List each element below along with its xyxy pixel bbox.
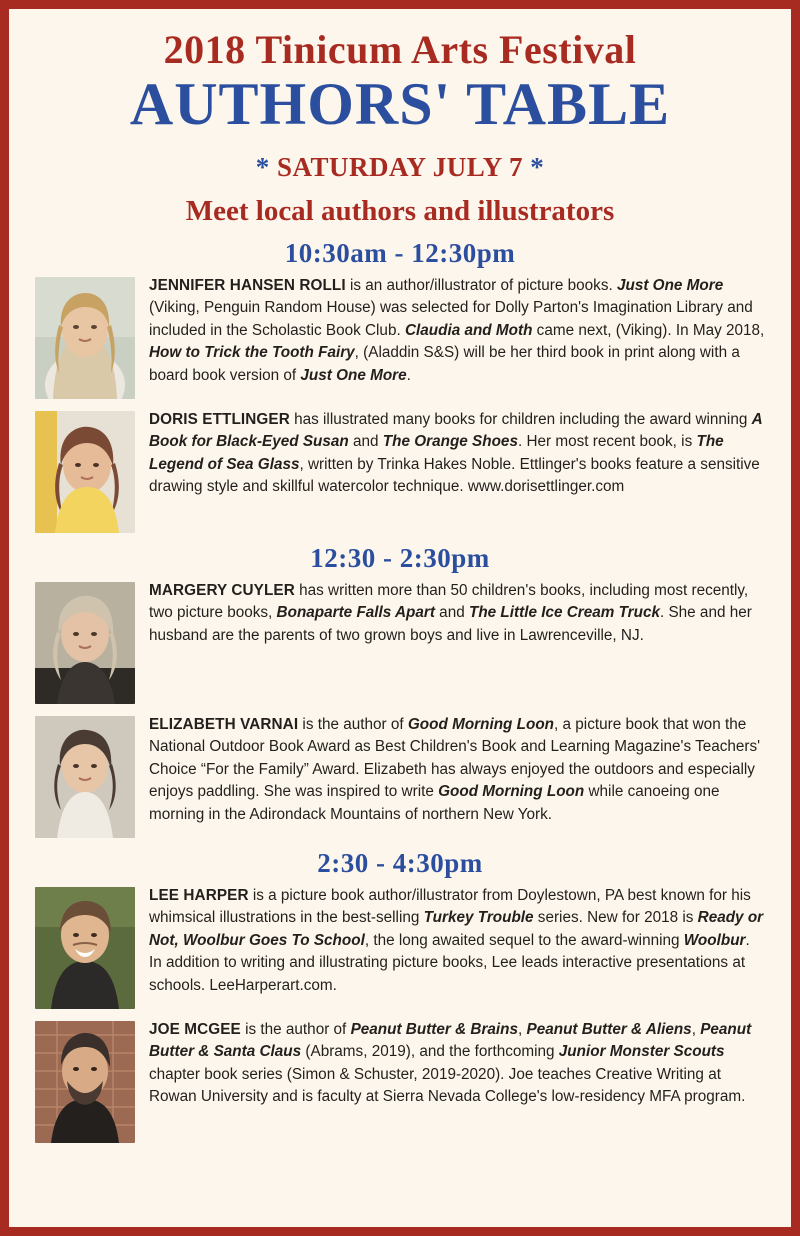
portrait-elizabeth-varnai: [35, 716, 135, 838]
event-date-text: SATURDAY JULY 7: [276, 152, 524, 182]
page-subtitle: Meet local authors and illustrators: [185, 195, 615, 227]
session-time-2: 12:30 - 2:30pm: [310, 543, 490, 573]
author-entry: [35, 409, 765, 533]
portrait-joe-mcgee: [35, 1021, 135, 1143]
author-bio: LEE HARPER is a picture book author/illustrator from Doylestown, PA best known for his whimsical illustrations in the best-selling Turkey Trouble series. New for 2018 is Ready or Not, Woolbur Goes To School, the long awaited sequel to the award-winning Woolbur. In addition to writing and illustrating picture books, Lee leads interactive presentations at schools. LeeHarperart.com.: [149, 887, 764, 994]
page-title-line1: 2018 Tinicum Arts Festival: [163, 27, 637, 72]
author-entry: [35, 275, 765, 399]
author-entry: [35, 580, 765, 704]
session-time-1: 10:30am - 12:30pm: [284, 238, 516, 268]
author-bio: JENNIFER HANSEN ROLLI is an author/illustrator of picture books. Just One More (Viking, Penguin Random House) was selected for Dolly Parton's Imagination Library and included in the Scholastic Book Club. Claudia and Moth came next, (Viking). In May 2018, How to Trick the Tooth Fairy, (Aladdin S&S) will be her third book in print along with a board book version of Just One More.: [149, 277, 765, 384]
author-bio: MARGERY CUYLER has written more than 50 children's books, including most recently, two picture books, Bonaparte Falls Apart and The Little Ice Cream Truck. She and her husband are the parents of two grown boys and live in Lawrenceville, NJ.: [149, 582, 752, 644]
author-bio: DORIS ETTLINGER has illustrated many books for children including the award winning A Book for Black-Eyed Susan and The Orange Shoes. Her most recent book, is The Legend of Sea Glass, written by Trinka Hakes Noble. Ettlinger's books feature a sensitive drawing style and skillful watercolor technique. www.dorisettlinger.com: [149, 411, 763, 496]
page-title-line2: AUTHORS' TABLE: [129, 71, 671, 137]
star-right-icon: *: [530, 152, 545, 182]
author-entry: [35, 1019, 765, 1143]
author-bio: JOE MCGEE is the author of Peanut Butter & Brains, Peanut Butter & Aliens, Peanut Butter & Santa Claus (Abrams, 2019), and the forthcoming Junior Monster Scouts chapter book series (Simon & Schuster, 2019-2020). Joe teaches Creative Writing at Rowan University and is faculty at Sierra Nevada College's low-residency MFA program.: [149, 1021, 752, 1106]
star-left-icon: *: [255, 152, 270, 182]
author-bio: ELIZABETH VARNAI is the author of Good Morning Loon, a picture book that won the National Outdoor Book Award as Best Children's Book and Learning Magazine's Teachers' Choice “For the Family” Award. Elizabeth has always enjoyed the outdoors and especially enjoys paddling. She was inspired to write Good Morning Loon while canoeing one morning in the Adirondack Mountains of northern New York.: [149, 716, 761, 823]
poster-inner: [9, 9, 791, 1227]
portrait-doris-ettlinger: [35, 411, 135, 533]
session-time-3: 2:30 - 4:30pm: [317, 848, 483, 878]
author-entry: [35, 885, 765, 1009]
portrait-jennifer-hansen-rolli: [35, 277, 135, 399]
portrait-lee-harper: [35, 887, 135, 1009]
event-date: [35, 152, 765, 183]
portrait-margery-cuyler: [35, 582, 135, 704]
author-entry: [35, 714, 765, 838]
